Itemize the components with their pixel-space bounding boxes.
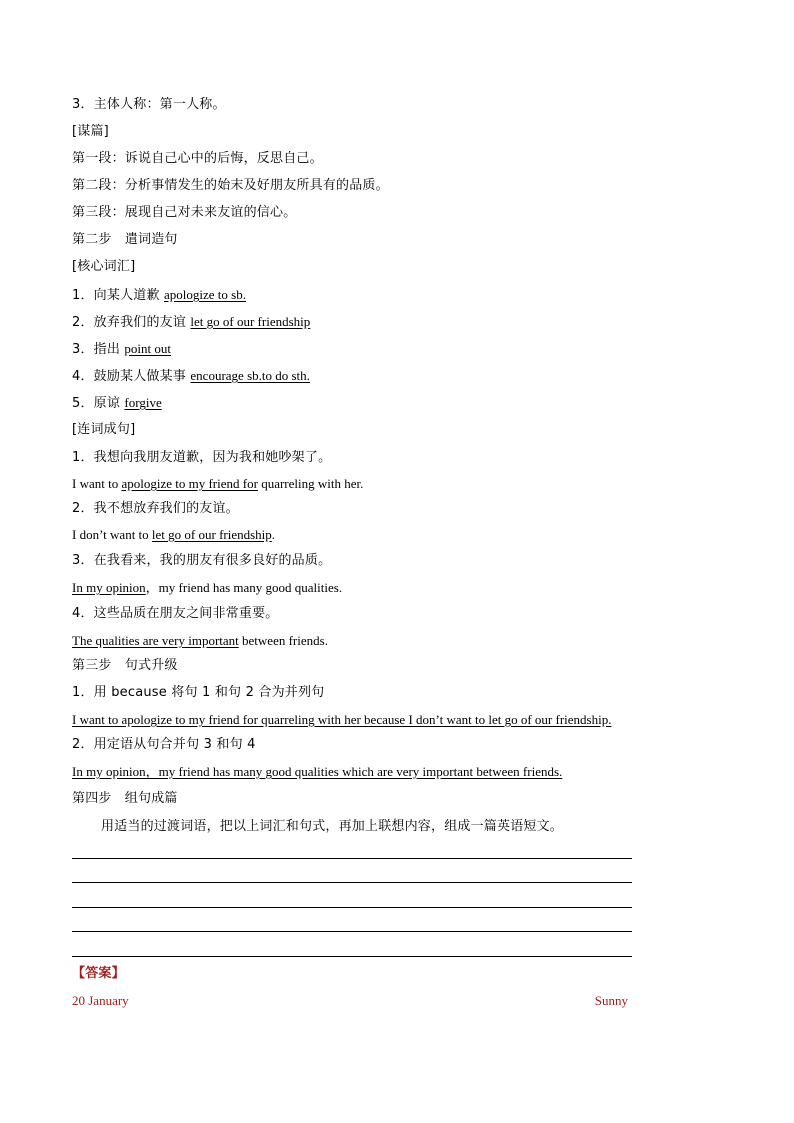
- person-line: 3．主体人称：第一人称。: [72, 97, 226, 112]
- step3-title: 第三步 句式升级: [72, 658, 178, 673]
- writing-line: [72, 931, 632, 932]
- vocab-num: 2．: [72, 315, 94, 330]
- step3-item1-cn: 1．用 because 将句 1 和句 2 合为并列句: [72, 685, 325, 700]
- sentence3-cn: 3．在我看来，我的朋友有很多良好的品质。: [72, 553, 332, 568]
- vocab-cn: 放弃我们的友谊: [93, 315, 191, 330]
- step4-instruction: 用适当的过渡词语，把以上词汇和句式，再加上联想内容，组成一篇英语短文。: [101, 819, 564, 834]
- writing-line: [72, 956, 632, 957]
- sentence4-cn: 4．这些品质在朋友之间非常重要。: [72, 606, 279, 621]
- sentence4-en: [72, 632, 328, 650]
- vocab-num: 5．: [72, 396, 94, 411]
- answer-label: 【答案】: [72, 966, 125, 981]
- sentence3-suffix: ，my friend has many good qualities.: [145, 580, 343, 595]
- sentence4-suffix: between friends.: [238, 633, 328, 648]
- sentence1-prefix: I want to: [72, 476, 122, 491]
- step3-item2-en: In my opinion，my friend has many good qualities which are very important between friends.: [72, 764, 563, 779]
- para1-line: 第一段：诉说自己心中的后悔，反思自己。: [72, 151, 323, 166]
- sentence2-en: [72, 526, 275, 544]
- sentence1-en: [72, 475, 363, 493]
- vocab-num: 1．: [72, 288, 94, 303]
- para3-line: 第三段：展现自己对未来友谊的信心。: [72, 205, 297, 220]
- vocab-cn: 指出: [93, 342, 125, 357]
- vocab-item: [72, 313, 310, 332]
- sentence2-prefix: I don’t want to: [72, 527, 152, 542]
- vocab-item: [72, 367, 310, 386]
- step2-title: 第二步 遣词造句: [72, 232, 178, 247]
- writing-line: [72, 858, 632, 859]
- vocab-num: 3．: [72, 342, 94, 357]
- sentence1-answer: apologize to my friend for: [121, 476, 258, 491]
- sentence3-answer: In my opinion: [72, 580, 146, 595]
- vocab-item: [72, 394, 162, 413]
- step3-item1-en: I want to apologize to my friend for quarreling with her because I don’t want to let go of our friendship.: [72, 712, 612, 727]
- vocab-en: point out: [124, 341, 171, 356]
- sentence-header: [连词成句]: [72, 422, 136, 437]
- vocab-item: [72, 286, 246, 305]
- step4-title: 第四步 组句成篇: [72, 791, 178, 806]
- sentence1-cn: 1．我想向我朋友道歉，因为我和她吵架了。: [72, 450, 332, 465]
- answer-weather: Sunny: [594, 993, 628, 1008]
- vocab-header: [核心词汇]: [72, 259, 136, 274]
- vocab-en: let go of our friendship: [190, 314, 311, 329]
- sentence3-en: [72, 579, 342, 597]
- vocab-en: forgive: [124, 395, 162, 410]
- sentence4-answer: The qualities are very important: [72, 633, 239, 648]
- vocab-en: apologize to sb.: [164, 287, 246, 302]
- writing-line: [72, 907, 632, 908]
- vocab-item: [72, 340, 171, 359]
- sentence1-suffix: quarreling with her.: [257, 476, 364, 491]
- vocab-cn: 向某人道歉: [93, 288, 165, 303]
- vocab-cn: 原谅: [93, 396, 125, 411]
- vocab-cn: 鼓励某人做某事: [93, 369, 191, 384]
- sentence2-cn: 2．我不想放弃我们的友谊。: [72, 501, 239, 516]
- para2-line: 第二段：分析事情发生的始末及好朋友所具有的品质。: [72, 178, 389, 193]
- vocab-num: 4．: [72, 369, 94, 384]
- sentence2-suffix: .: [271, 527, 276, 542]
- sentence2-answer: let go of our friendship: [151, 527, 272, 542]
- answer-date: 20 January: [72, 993, 129, 1008]
- vocab-en: encourage sb.to do sth.: [190, 368, 310, 383]
- step3-item2-cn: 2．用定语从句合并句 3 和句 4: [72, 737, 256, 752]
- plan-header: [谋篇]: [72, 124, 109, 139]
- writing-line: [72, 882, 632, 883]
